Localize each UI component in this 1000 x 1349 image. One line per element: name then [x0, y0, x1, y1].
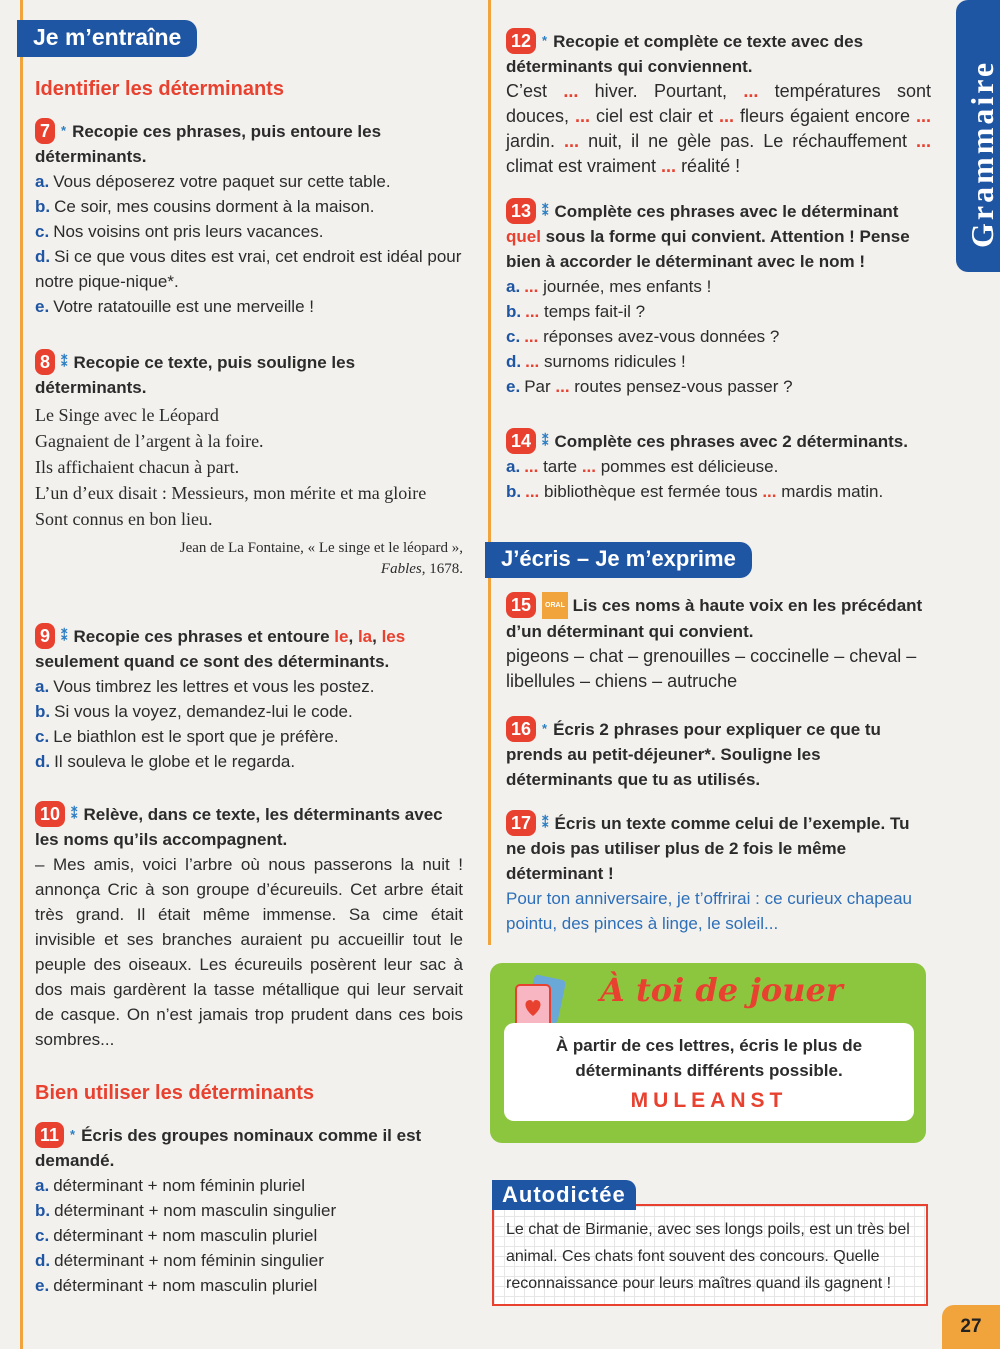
list-item: c. Nos voisins ont pris leurs vacances.	[35, 222, 324, 241]
exercise-question: Recopie ces phrases, puis entoure les déterminants.	[35, 122, 382, 166]
exercise-10	[35, 801, 463, 1052]
list-item: a. ... journée, mes enfants !	[506, 277, 712, 296]
list-item: a. déterminant + nom féminin pluriel	[35, 1176, 306, 1195]
list-item: a. Vous timbrez les lettres et vous les postez.	[35, 677, 375, 696]
exercise-8	[35, 349, 463, 580]
example-text: Pour ton anniversaire, je t’offrirai : ce curieux chapeau pointu, des pinces à linge, le soleil...	[506, 889, 913, 933]
banner-je-mentraine: Je m’entraîne	[17, 20, 197, 57]
list-item: c. Le biathlon est le sport que je préfère.	[35, 727, 339, 746]
exercise-number: 9	[35, 623, 55, 649]
left-column	[20, 0, 463, 1349]
list-item: e. Votre ratatouille est une merveille !	[35, 297, 314, 316]
section-identifier: Identifier les déterminants	[35, 78, 284, 100]
exercise-number: 13	[506, 198, 536, 224]
exercise-14	[506, 428, 931, 504]
exercise-number: 7	[35, 118, 55, 144]
exercise-16	[506, 716, 931, 792]
credit: Jean de La Fontaine, « Le singe et le léopard », Fables, 1678.	[179, 540, 463, 577]
page-number: 27	[942, 1305, 1000, 1349]
difficulty-star-icon: ⁑	[71, 806, 78, 821]
difficulty-star-icon: *	[61, 123, 67, 138]
section-bien-utiliser: Bien utiliser les déterminants	[35, 1082, 314, 1104]
game-box	[490, 963, 926, 1143]
list-item: b. ... temps fait-il ?	[506, 302, 646, 321]
list-item: b. ... bibliothèque est fermée tous ... mardis matin.	[506, 482, 884, 501]
side-tab-grammaire	[956, 0, 1000, 272]
exercise-number: 11	[35, 1122, 64, 1148]
list-item: a. ... tarte ... pommes est délicieuse.	[506, 457, 779, 476]
exercise-7	[35, 118, 463, 319]
list-item: b. Si vous la voyez, demandez-lui le code.	[35, 702, 353, 721]
autodictee-text: Le chat de Birmanie, avec ses longs poils, est un très bel animal. Ces chats font souvent des concours. Quelle reconnaissance pour leurs maîtres quand ils gagnent !	[506, 1221, 910, 1292]
difficulty-star-icon: *	[70, 1127, 76, 1142]
list-item: b. Ce soir, mes cousins dorment à la maison.	[35, 197, 375, 216]
exercise-9: 9 ⁑ Recopie ces phrases et entoure le, la, les seulement quand ce sont des déterminants. a. Vous timbrez les lettres et vous les postez. b. Si vous la voyez, demandez-lui le code. c. Le biathlon est le sport que je préfère. d. Il souleva le globe et le regarda.	[35, 623, 463, 774]
difficulty-star-icon: ⁑	[61, 354, 68, 369]
exercise-text: – Mes amis, voici l’arbre où nous passerons la nuit ! annonça Cric à son groupe d’écureuils. Cet arbre était très grand. Il était même immense. Sa cime était invisible et ses branches auraient pu accueillir tout le peuple des oiseaux. Les écureuils posèrent leur sac à dos mais gardèrent la tasse métallique qui leur servait de casque. On n’est jamais trop prudent dans ces bois sombres...	[35, 855, 463, 1049]
exercise-13: 13 ⁑ Complète ces phrases avec le déterminant quel sous la forme qui convient. Attention ! Pense bien à accorder le déterminant avec le nom ! a. ... journée, mes enfants ! b. ... temps fait-il ? c. ... réponses avez-vous données ? d. ... surnoms ridicules ! e. Par ... routes pensez-vous passer ?	[506, 198, 931, 399]
exercise-question: Écris des groupes nominaux comme il est demandé.	[35, 1126, 422, 1170]
difficulty-star-icon: ⁑	[61, 628, 68, 643]
exercise-text: C’est ... hiver. Pourtant, ... températures sont douces, ... ciel est clair et ... fleurs égaient encore ... jardin. ... nuit, il ne gèle pas. Le réchauffement ... climat est vraiment ... réalité !	[506, 81, 932, 176]
exercise-question: Recopie et complète ce texte avec des déterminants qui conviennent.	[506, 32, 864, 76]
right-column	[488, 0, 937, 945]
exercise-number: 14	[506, 428, 536, 454]
exercise-question: Écris un texte comme celui de l’exemple. Tu ne dois pas utiliser plus de 2 fois le même déterminant !	[506, 814, 910, 883]
exercise-number: 8	[35, 349, 55, 375]
difficulty-star-icon: *	[542, 33, 548, 48]
exercise-15	[506, 592, 931, 694]
autodictee-box	[492, 1204, 928, 1306]
exercise-number: 10	[35, 801, 65, 827]
list-item: d. Si ce que vous dites est vrai, cet endroit est idéal pour notre pique-nique*.	[35, 247, 462, 291]
list-item: d. Il souleva le globe et le regarda.	[35, 752, 296, 771]
exercise-question: Complète ces phrases avec 2 déterminants.	[554, 432, 908, 451]
poem-line: Sont connus en bon lieu.	[35, 509, 213, 529]
list-item: e. Par ... routes pensez-vous passer ?	[506, 377, 793, 396]
difficulty-star-icon: *	[542, 721, 548, 736]
exercise-question: Relève, dans ce texte, les déterminants avec les noms qu’ils accompagnent.	[35, 805, 443, 849]
oral-badge: ORAL	[542, 592, 568, 619]
list-item: c. déterminant + nom masculin pluriel	[35, 1226, 318, 1245]
difficulty-star-icon: ⁑	[542, 433, 549, 448]
exercise-question: Écris 2 phrases pour expliquer ce que tu prends au petit-déjeuner*. Souligne les déterminants que tu as utilisés.	[506, 720, 881, 789]
exercise-text: pigeons – chat – grenouilles – coccinelle – cheval – libellules – chiens – autruche	[506, 646, 917, 691]
game-title: À toi de jouer	[600, 971, 843, 1009]
banner-jecris: J’écris – Je m’exprime	[485, 542, 752, 578]
exercise-question: Lis ces noms à haute voix en les précédant d’un déterminant qui convient.	[506, 596, 923, 641]
exercise-question: Recopie ce texte, puis souligne les déterminants.	[35, 353, 356, 397]
list-item: e. déterminant + nom masculin pluriel	[35, 1276, 318, 1295]
poem	[35, 402, 463, 532]
exercise-number: 16	[506, 716, 536, 742]
exercise-number: 17	[506, 810, 536, 836]
difficulty-star-icon: ⁑	[542, 815, 549, 830]
list-item: d. ... surnoms ridicules !	[506, 352, 686, 371]
exercise-number: 12	[506, 28, 536, 54]
list-item: d. déterminant + nom féminin singulier	[35, 1251, 324, 1270]
game-letters: MULEANST	[630, 1089, 788, 1112]
list-item: c. ... réponses avez-vous données ?	[506, 327, 780, 346]
side-tab-label: Grammaire	[964, 59, 1000, 248]
exercise-11	[35, 1122, 463, 1298]
game-instructions: À partir de ces lettres, écris le plus de déterminants différents possible.	[555, 1036, 863, 1080]
difficulty-star-icon: ⁑	[542, 203, 549, 218]
game-panel	[504, 1023, 914, 1121]
poem-line: Le Singe avec le Léopard	[35, 405, 219, 425]
exercise-12	[506, 28, 931, 179]
autodictee-label: Autodictée	[492, 1180, 636, 1210]
poem-line: L’un d’eux disait : Messieurs, mon mérite et ma gloire	[35, 483, 427, 503]
poem-line: Ils affichaient chacun à part.	[35, 457, 240, 477]
exercise-number: 15	[506, 592, 536, 618]
exercise-17	[506, 810, 931, 936]
poem-line: Gagnaient de l’argent à la foire.	[35, 431, 264, 451]
list-item: b. déterminant + nom masculin singulier	[35, 1201, 337, 1220]
list-item: a. Vous déposerez votre paquet sur cette table.	[35, 172, 391, 191]
